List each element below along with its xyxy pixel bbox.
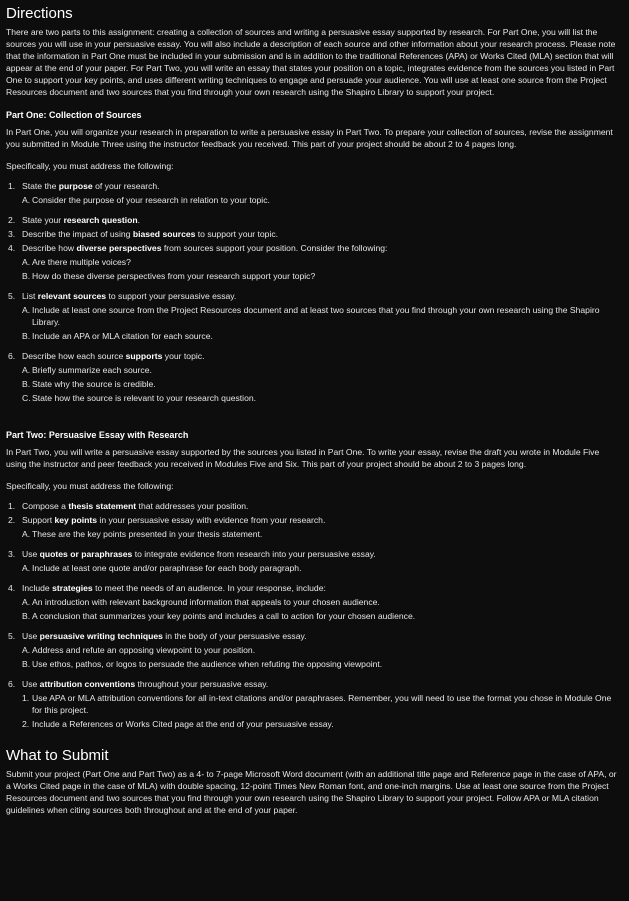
sub-item-text: These are the key points presented in your thesis statement. [32, 529, 263, 539]
item-text-post: to integrate evidence from research into your persuasive essay. [132, 549, 376, 559]
item-text-pre: Use [22, 631, 40, 641]
rubric-item [6, 242, 621, 282]
item-number: 6. [8, 679, 16, 689]
rubric-item [6, 290, 621, 342]
rubric-item [6, 514, 621, 540]
item-text-post: in your persuasive essay with evidence from your research. [97, 515, 326, 525]
item-text [22, 242, 621, 254]
sub-item [6, 330, 621, 342]
sub-item-text: Include an APA or MLA citation for each source. [32, 331, 213, 341]
sub-item-number: A. [22, 195, 31, 205]
item-keyword: relevant sources [37, 291, 107, 301]
item-text-post: to support your topic. [195, 229, 279, 239]
sub-item-number: A. [22, 365, 31, 375]
item-number: 6. [8, 351, 16, 361]
part-two-heading: Part Two: Persuasive Essay with Research [6, 430, 189, 440]
sub-item [6, 596, 621, 608]
sub-item-list [6, 644, 621, 670]
item-keyword: diverse perspectives [76, 243, 162, 253]
part-one-intro: In Part One, you will organize your research in preparation to write a persuasive essay in Part Two. To prepare your collection of sources, revise the assignment you submitted in Module Three using the instructor feedback you received. This part of your project should be about 2 to 4 pages long. [6, 127, 613, 149]
item-text [22, 678, 621, 690]
sub-item [6, 562, 621, 574]
item-text [22, 214, 621, 226]
item-keyword: thesis statement [68, 501, 137, 511]
item-text [22, 630, 621, 642]
sub-item-list [6, 364, 621, 404]
item-text-pre: Describe how [22, 243, 77, 253]
item-text [22, 514, 621, 526]
sub-item [6, 256, 621, 268]
directions-intro: There are two parts to this assignment: creating a collection of sources and writing a persuasive essay supported by research. For Part One, you will list the sources you will use in your persuasive essay. You will also include a description of each source and other information about your research process. Please note that the information in Part One must be included in your submission and is in addition to the traditional References (APA) or Works Cited (MLA) section that will appear at the end of your paper. For Part Two, you will write an essay that states your position on a topic, integrates evidence from the sources you listed in Part One to support your key points, and uses different writing techniques to engage and persuade your audience. You will use at least one source from the Project Resources document and two sources that you find through your own research using the Shapiro Library to support your project. [6, 27, 616, 97]
part-one-list [6, 180, 621, 404]
directions-heading: Directions [6, 5, 73, 22]
sub-item [6, 378, 621, 390]
item-keyword: attribution conventions [39, 679, 136, 689]
item-text-post: of your research. [92, 181, 160, 191]
sub-item-list [6, 596, 621, 622]
item-text-pre: Compose a [22, 501, 69, 511]
sub-item-text: Include at least one quote and/or paraphrase for each body paragraph. [32, 563, 302, 573]
item-keyword: supports [125, 351, 163, 361]
item-number: 3. [8, 549, 16, 559]
sub-item [6, 364, 621, 376]
item-text-post: . [137, 215, 140, 225]
sub-item-number: B. [22, 379, 31, 389]
sub-item-text: State why the source is credible. [32, 379, 156, 389]
item-text-post: from sources support your position. Consider the following: [161, 243, 388, 253]
item-text-pre: Describe the impact of using [22, 229, 133, 239]
sub-item [6, 528, 621, 540]
sub-item-text: Include a References or Works Cited page at the end of your persuasive essay. [32, 719, 334, 729]
sub-item-text: Are there multiple voices? [32, 257, 131, 267]
item-text-pre: Describe how each source [22, 351, 126, 361]
sub-item [6, 304, 621, 328]
item-number: 4. [8, 243, 16, 253]
item-text [22, 228, 621, 240]
part-one-heading: Part One: Collection of Sources [6, 110, 142, 120]
sub-item-list [6, 304, 621, 342]
item-number: 4. [8, 583, 16, 593]
sub-item-number: A. [22, 597, 31, 607]
item-number: 2. [8, 515, 16, 525]
sub-item [6, 610, 621, 622]
item-text-pre: Use [22, 679, 40, 689]
sub-item [6, 692, 621, 716]
sub-item-text: Use APA or MLA attribution conventions for all in-text citations and/or paraphrases. Remember, you will need to use the format you chose in Module One for this project. [32, 693, 612, 715]
sub-item-text: Include at least one source from the Project Resources document and at least two sources that you find through your own research using the Shapiro Library. [32, 305, 600, 327]
sub-item-text: A conclusion that summarizes your key points and includes a call to action for your chosen audience. [32, 611, 416, 621]
item-text-pre: Include [22, 583, 53, 593]
sub-item-number: B. [22, 659, 31, 669]
item-text-pre: State your [22, 215, 64, 225]
item-keyword: persuasive writing techniques [39, 631, 163, 641]
item-keyword: biased sources [132, 229, 196, 239]
item-keyword: research question [63, 215, 138, 225]
sub-item-number: A. [22, 529, 31, 539]
item-text [22, 582, 621, 594]
sub-item [6, 270, 621, 282]
item-text-post: to meet the needs of an audience. In your response, include: [92, 583, 326, 593]
item-text-post: in the body of your persuasive essay. [162, 631, 307, 641]
sub-item-text: How do these diverse perspectives from your research support your topic? [32, 271, 316, 281]
sub-item [6, 658, 621, 670]
rubric-item [6, 228, 621, 240]
rubric-item [6, 630, 621, 670]
item-text [22, 500, 621, 512]
sub-item-number: 1. [22, 693, 30, 703]
sub-item-list [6, 256, 621, 282]
rubric-item [6, 500, 621, 512]
rubric-item [6, 214, 621, 226]
what-to-submit-body: Submit your project (Part One and Part Two) as a 4- to 7-page Microsoft Word document (with an additional title page and Reference page in the case of APA, or a Works Cited page in the case of MLA) with double spacing, 12-point Times New Roman font, and one-inch margins. Use at least one source from the Project Resources document and two sources that you find through your own research using the Shapiro Library to support your project. Follow APA or MLA citation guidelines when citing sources both throughout and at the end of your paper. [6, 769, 617, 815]
what-to-submit-heading: What to Submit [6, 747, 109, 764]
sub-item-number: B. [22, 331, 31, 341]
item-text [22, 548, 621, 560]
item-number: 3. [8, 229, 16, 239]
sub-item-text: State how the source is relevant to your research question. [32, 393, 257, 403]
rubric-item [6, 350, 621, 404]
item-text-post: that addresses your position. [136, 501, 249, 511]
sub-item-text: Briefly summarize each source. [32, 365, 152, 375]
item-text [22, 180, 621, 192]
sub-item-text: Consider the purpose of your research in relation to your topic. [32, 195, 270, 205]
sub-item-list [6, 194, 621, 206]
sub-item-list [6, 528, 621, 540]
sub-item-number: A. [22, 563, 31, 573]
item-keyword: quotes or paraphrases [39, 549, 133, 559]
sub-item-number: B. [22, 271, 31, 281]
sub-item [6, 392, 621, 404]
item-text-post: throughout your persuasive essay. [135, 679, 269, 689]
item-text-pre: Support [22, 515, 55, 525]
sub-item [6, 644, 621, 656]
rubric-item [6, 548, 621, 574]
item-text [22, 290, 621, 302]
sub-item-number: A. [22, 305, 31, 315]
item-keyword: strategies [52, 583, 93, 593]
sub-item-number: C. [22, 393, 31, 403]
item-number: 5. [8, 631, 16, 641]
item-text-post: to support your persuasive essay. [106, 291, 237, 301]
rubric-item [6, 180, 621, 206]
item-number: 5. [8, 291, 16, 301]
item-number: 1. [8, 181, 16, 191]
sub-item-list [6, 692, 621, 730]
sub-item [6, 194, 621, 206]
item-number: 2. [8, 215, 16, 225]
part-two-list [6, 500, 621, 730]
part-two-intro: In Part Two, you will write a persuasive essay supported by the sources you listed in Part One. To write your essay, revise the draft you wrote in Module Five using the instructor and peer feedback you received in Modules Five and Six. This part of your project should be about 2 to 3 pages long. [6, 447, 600, 469]
sub-item-text: Address and refute an opposing viewpoint to your position. [32, 645, 256, 655]
item-text-pre: List [22, 291, 38, 301]
item-text-pre: State the [22, 181, 59, 191]
sub-item-list [6, 562, 621, 574]
part-two-specifically: Specifically, you must address the following: [6, 481, 174, 491]
sub-item [6, 718, 621, 730]
sub-item-number: 2. [22, 719, 30, 729]
sub-item-number: B. [22, 611, 31, 621]
sub-item-text: Use ethos, pathos, or logos to persuade the audience when refuting the opposing viewpoint. [32, 659, 383, 669]
item-number: 1. [8, 501, 16, 511]
sub-item-number: A. [22, 257, 31, 267]
rubric-item [6, 678, 621, 730]
sub-item-number: A. [22, 645, 31, 655]
item-text-pre: Use [22, 549, 40, 559]
sub-item-text: An introduction with relevant background information that appeals to your chosen audience. [32, 597, 380, 607]
item-text [22, 350, 621, 362]
item-text-post: your topic. [162, 351, 205, 361]
item-keyword: purpose [58, 181, 93, 191]
part-one-specifically: Specifically, you must address the following: [6, 161, 174, 171]
item-keyword: key points [54, 515, 98, 525]
rubric-item [6, 582, 621, 622]
